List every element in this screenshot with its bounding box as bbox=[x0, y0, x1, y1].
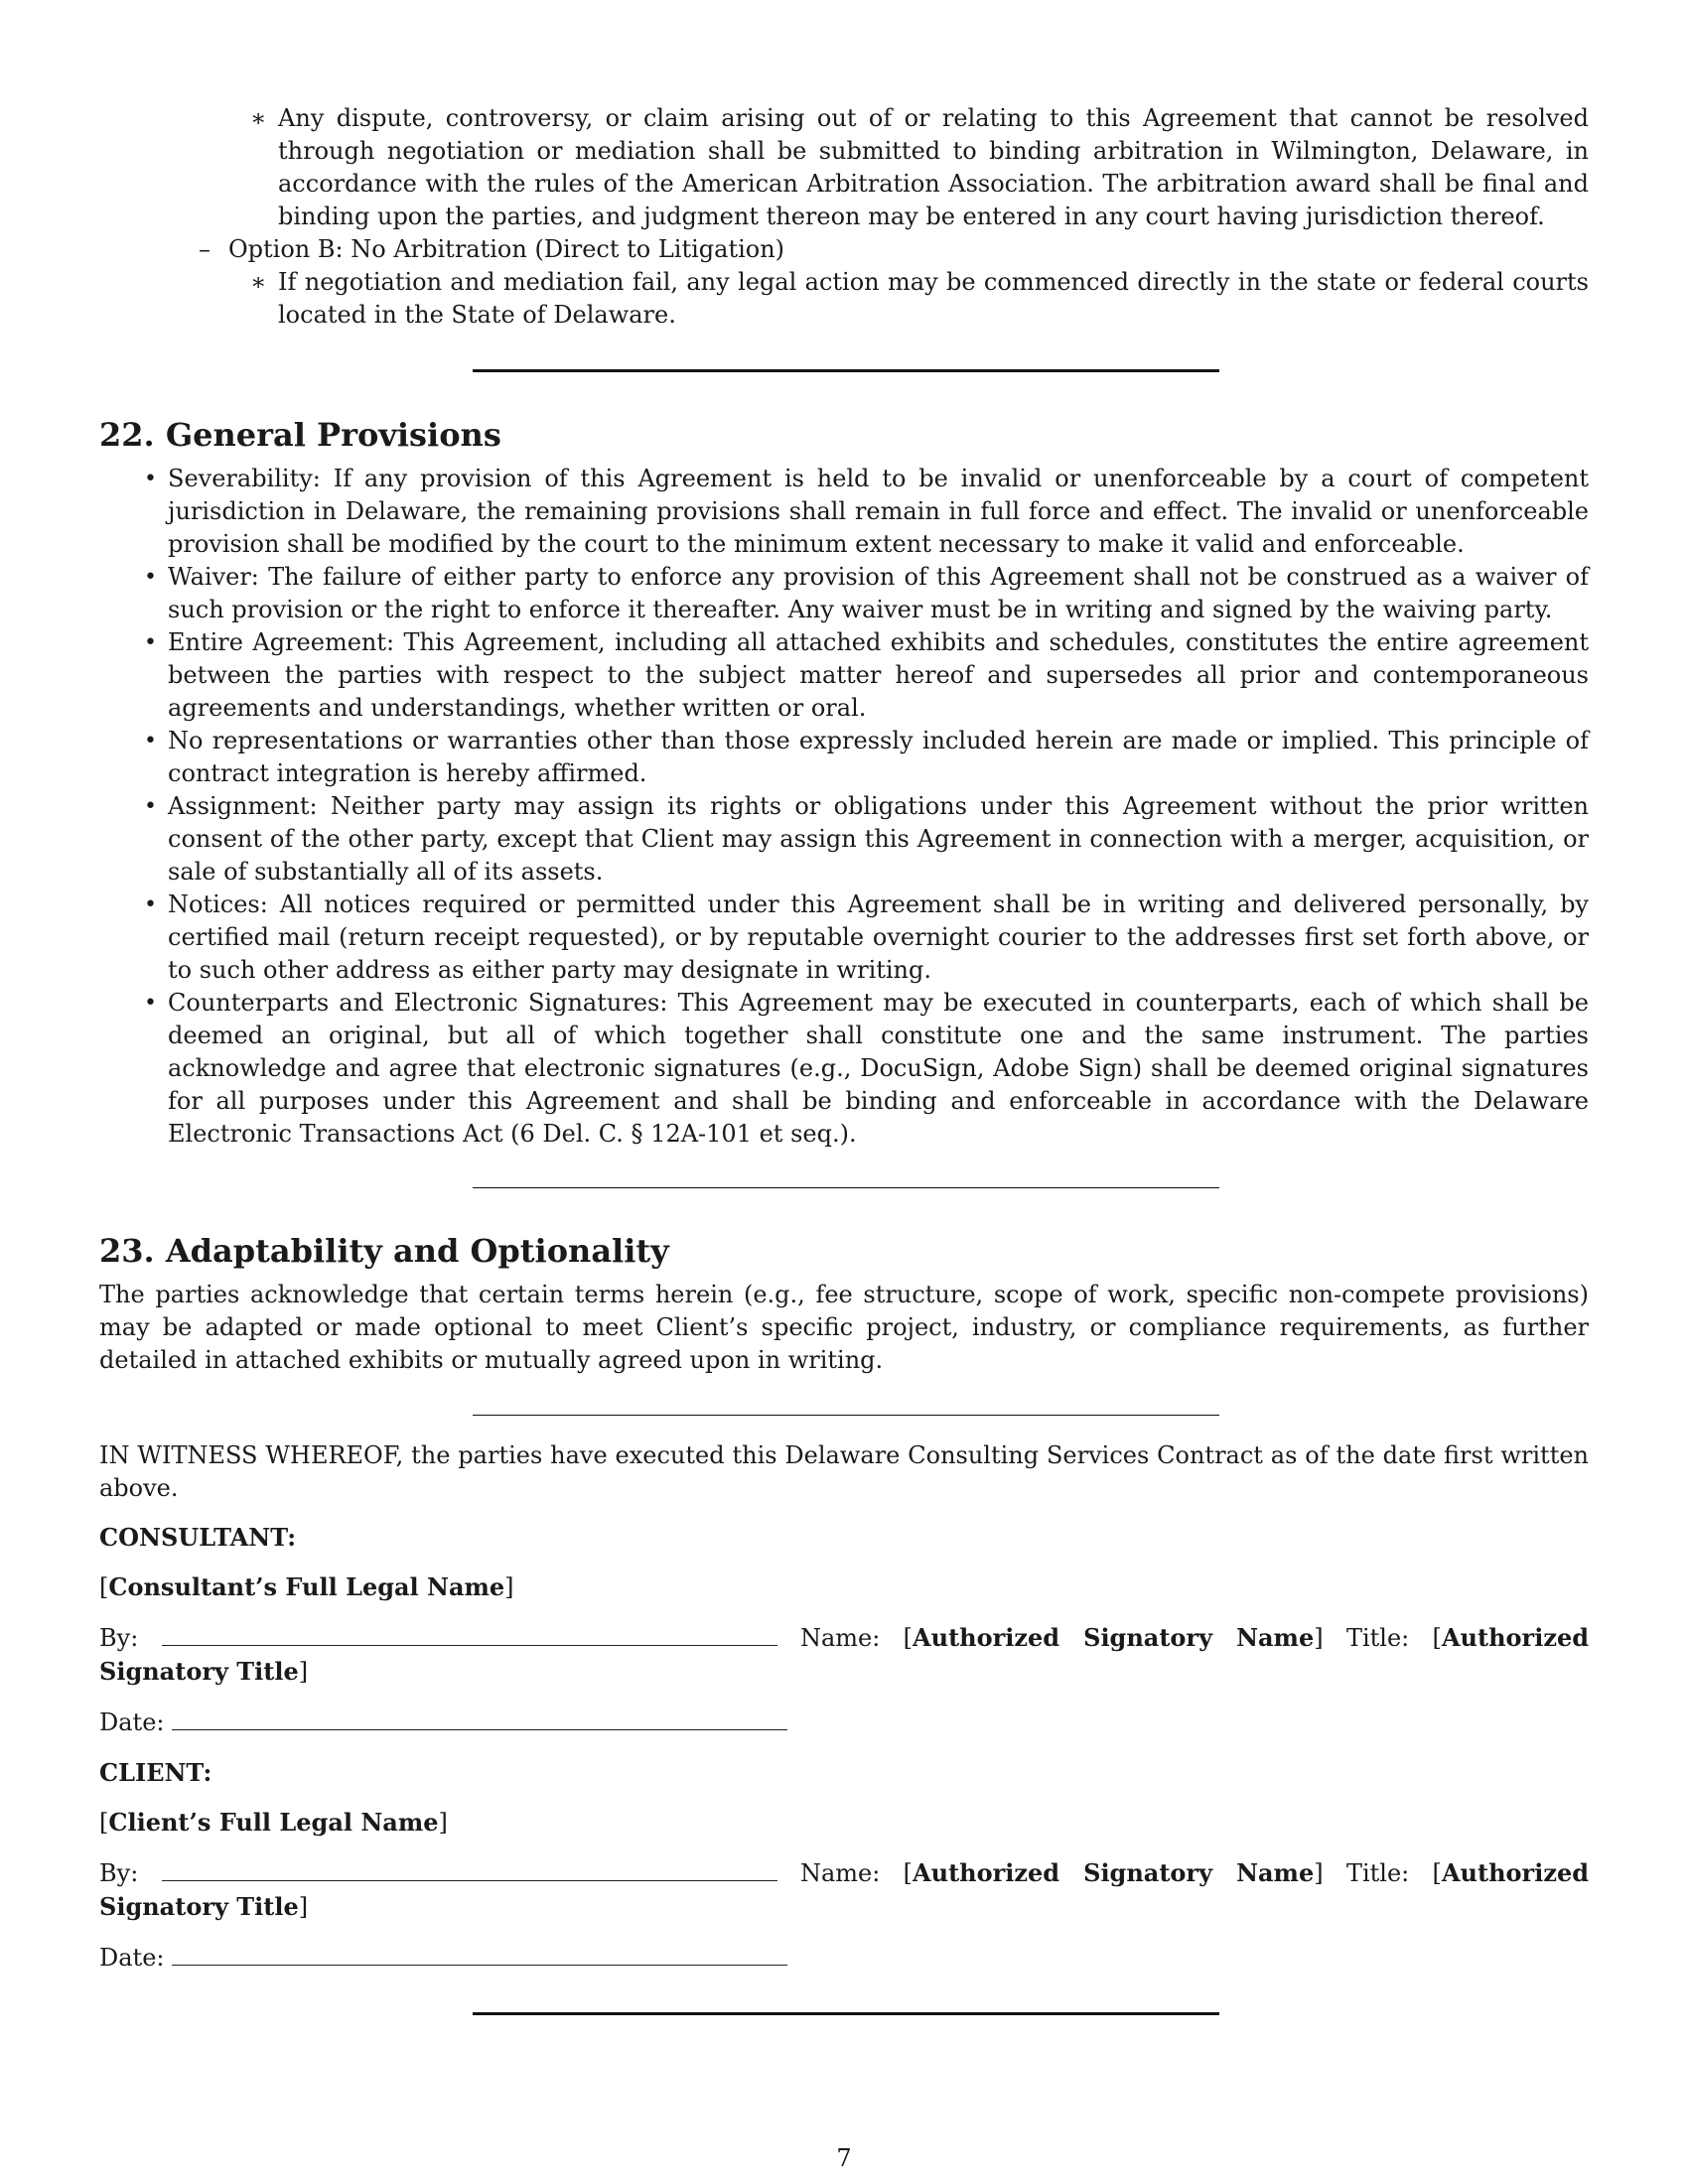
witness-statement: IN WITNESS WHEREOF, the parties have executed this Delaware Consulting Services Contract as of the date first written above. bbox=[99, 1441, 1589, 1502]
client-signatory-title: Authorized Signatory Title bbox=[99, 1858, 1589, 1921]
page-number: 7 bbox=[836, 2144, 852, 2172]
bullet-icon: • bbox=[144, 630, 157, 655]
client-signatory-name: Authorized Signatory Name bbox=[913, 1858, 1315, 1887]
bullet-icon: • bbox=[144, 892, 157, 917]
provision-item: • Waiver: The failure of either party to enforce any provision of this Agreement shall not be construed as a waiver of such provision or the right to enforce it thereafter. Any waiver must be in writing and signed by the waiving party. bbox=[144, 563, 1589, 623]
arbitration-option-a-item bbox=[250, 102, 1589, 233]
bullet-icon: • bbox=[144, 991, 157, 1016]
consultant-full-name: Consultant’s Full Legal Name bbox=[108, 1572, 505, 1601]
section-23-text: The parties acknowledge that certain terms herein (e.g., fee structure, scope of work, specific non-compete provisions) may be adapted or made optional to meet Client’s specific project, industry, or compliance requirements, as further detailed in attached exhibits or mutually agreed upon in writing. bbox=[99, 1281, 1589, 1374]
client-signature-line: By: Name: [Authorized Signatory Name] Title: [Authorized Signatory Title] bbox=[99, 1858, 1589, 1921]
consultant-signatory-title: Authorized Signatory Title bbox=[99, 1623, 1589, 1686]
client-signature-field[interactable] bbox=[162, 1856, 777, 1881]
arbitration-option-b-text: If negotiation and mediation fail, any legal action may be commenced directly in the state or federal courts located in the State of Delaware. bbox=[278, 268, 1589, 329]
section-23-heading: 23. Adaptability and Optionality bbox=[99, 1232, 669, 1270]
provision-item: • Counterparts and Electronic Signatures: This Agreement may be executed in counterparts, each of which shall be deemed an original, but all of which together shall constitute one and the same instrument. The parties acknowledge and agree that electronic signatures (e.g., DocuSign, Adobe Sign) shall be deemed original signatures for all purposes under this Agreement and shall be binding and enforceable in accordance with the Delaware Electronic Transactions Act (6 Del. C. § 12A-101 et seq.). bbox=[144, 989, 1589, 1148]
bullet-icon: • bbox=[144, 467, 157, 491]
client-name-line: [Client’s Full Legal Name] bbox=[99, 1808, 448, 1837]
bullet-icon: • bbox=[144, 565, 157, 590]
arbitration-option-b-label: Option B: No Arbitration (Direct to Litigation) bbox=[228, 235, 785, 263]
general-provisions-list bbox=[144, 463, 1589, 1151]
dash-bullet-icon: – bbox=[199, 235, 211, 263]
consultant-label: CONSULTANT: bbox=[99, 1523, 297, 1552]
arbitration-option-b-item bbox=[199, 233, 1589, 266]
section-divider bbox=[473, 2012, 1219, 2015]
arbitration-option-b-detail bbox=[250, 266, 1589, 332]
bullet-icon: • bbox=[144, 794, 157, 819]
asterisk-bullet-icon: ∗ bbox=[250, 104, 267, 132]
section-22-heading: 22. General Provisions bbox=[99, 416, 501, 454]
client-date-line: Date: bbox=[99, 1941, 1589, 1975]
client-label: CLIENT: bbox=[99, 1758, 212, 1787]
provision-item: • Severability: If any provision of this Agreement is held to be invalid or unenforceable by a court of competent jurisdiction in Delaware, the remaining provisions shall remain in full force and effect. The invalid or unenforceable provision shall be modified by the court to the minimum extent necessary to make it valid and enforceable. bbox=[144, 465, 1589, 558]
provision-item: • No representations or warranties other than those expressly included herein are made or implied. This principle of contract integration is hereby affirmed. bbox=[144, 727, 1589, 787]
document-page bbox=[99, 102, 1589, 2015]
asterisk-bullet-icon: ∗ bbox=[250, 268, 267, 296]
consultant-date-field[interactable] bbox=[172, 1706, 787, 1730]
consultant-name-line: [Consultant’s Full Legal Name] bbox=[99, 1572, 514, 1601]
client-full-name: Client’s Full Legal Name bbox=[108, 1808, 439, 1837]
provision-item: • Assignment: Neither party may assign its rights or obligations under this Agreement without the prior written consent of the other party, except that Client may assign this Agreement in connection with a merger, acquisition, or sale of substantially all of its assets. bbox=[144, 792, 1589, 886]
bullet-icon: • bbox=[144, 729, 157, 753]
consultant-date-line: Date: bbox=[99, 1706, 1589, 1739]
consultant-signatory-name: Authorized Signatory Name bbox=[913, 1623, 1315, 1652]
provision-item: • Notices: All notices required or permitted under this Agreement shall be in writing and delivered personally, by certified mail (return receipt requested), or by reputable overnight courier to the addresses first set forth above, or to such other address as either party may designate in writing. bbox=[144, 890, 1589, 984]
provision-item: • Entire Agreement: This Agreement, including all attached exhibits and schedules, constitutes the entire agreement between the parties with respect to the subject matter hereof and supersedes all prior and contemporaneous agreements and understandings, whether written or oral. bbox=[144, 628, 1589, 722]
consultant-signature-field[interactable] bbox=[162, 1621, 777, 1646]
arbitration-option-a-text: Any dispute, controversy, or claim arising out of or relating to this Agreement that cannot be resolved through negotiation or mediation shall be submitted to binding arbitration in Wilmington, Delaware, in accordance with the rules of the American Arbitration Association. The arbitration award shall be final and binding upon the parties, and judgment thereon may be entered in any court having jurisdiction thereof. bbox=[278, 104, 1589, 230]
consultant-signature-line: By: Name: [Authorized Signatory Name] Title: [Authorized Signatory Title] bbox=[99, 1623, 1589, 1686]
client-date-field[interactable] bbox=[172, 1941, 787, 1966]
